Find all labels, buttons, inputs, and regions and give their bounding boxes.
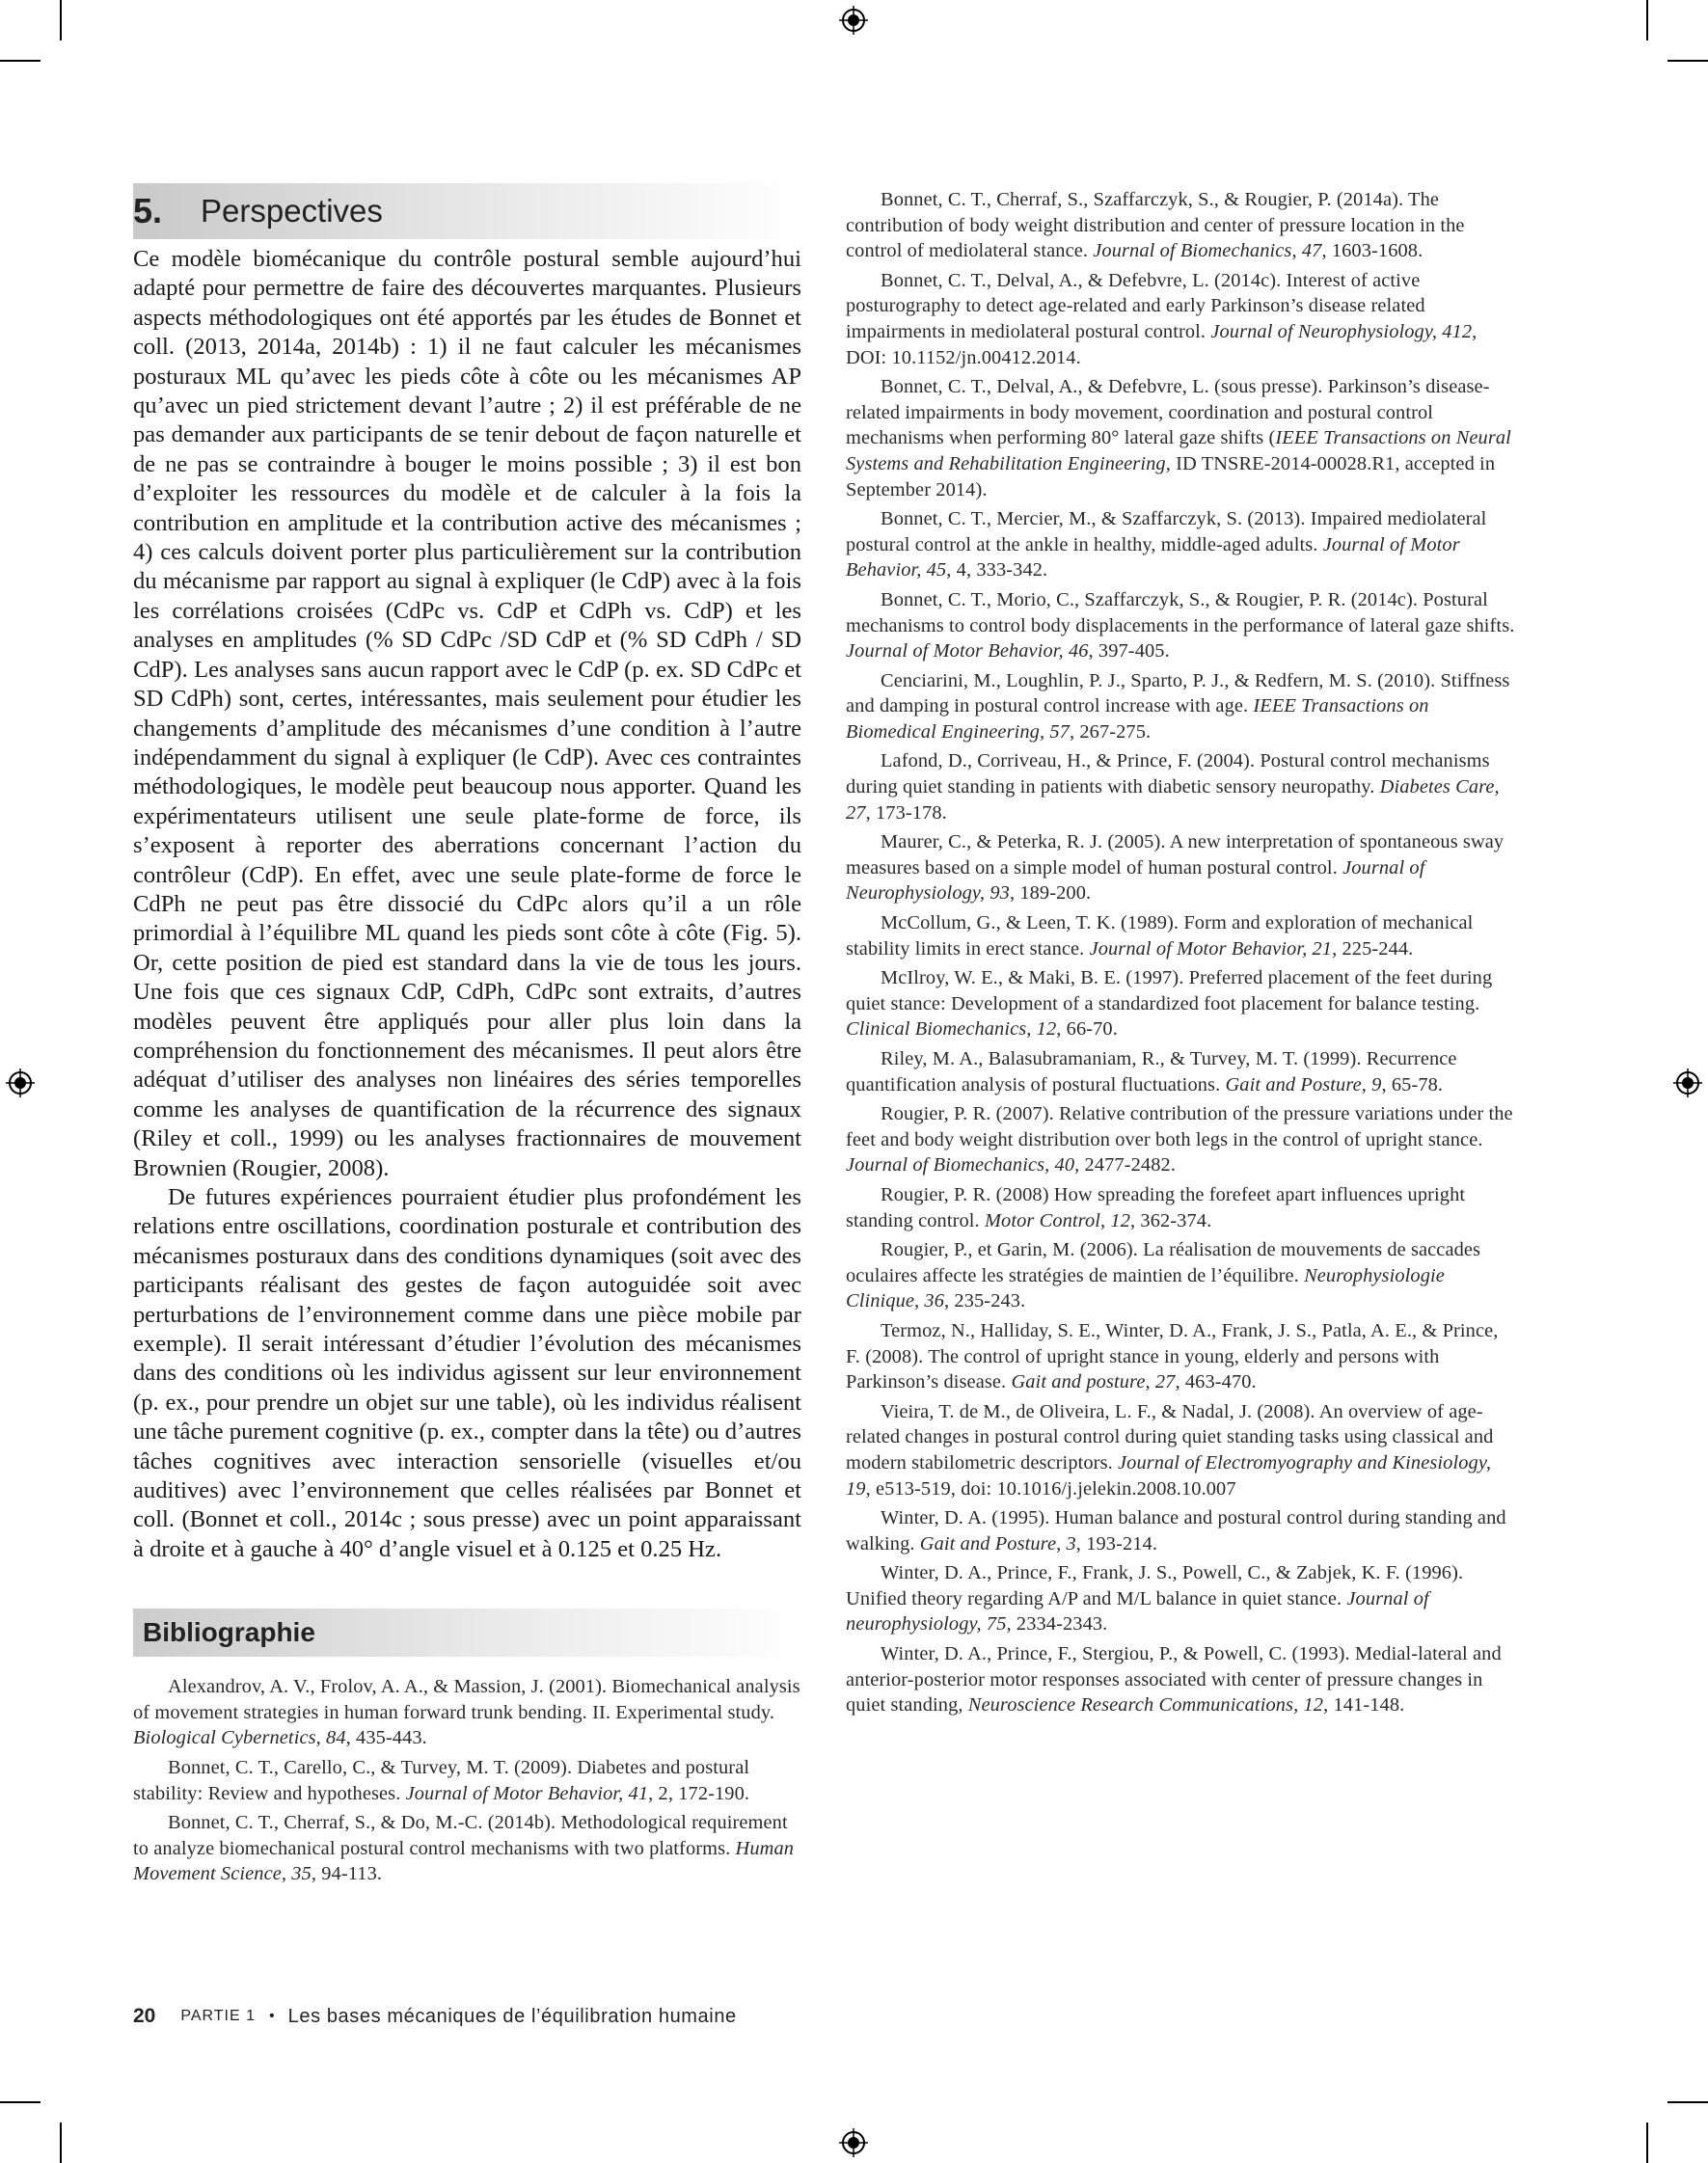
page-number: 20: [133, 2005, 156, 2027]
reference-entry: Winter, D. A., Prince, F., Frank, J. S., Powell, C., & Zabjek, K. F. (1996). Unified theory regarding A/P and M/L balance in quiet stance. Journal of neurophysiology, 75, 2334-2343.: [846, 1562, 1464, 1636]
reference-entry: Vieira, T. de M., de Oliveira, L. F., & Nadal, J. (2008). An overview of age-related changes in postural control during quiet standing tasks using classical and modern stabilometric descriptors. Journal of Electromyography and Kinesiology, 19, e513-519, doi: 10.1016/j.jelekin.2008.10.007: [846, 1400, 1494, 1500]
section-title: Perspectives: [201, 193, 383, 229]
reference-entry: Bonnet, C. T., Morio, C., Szaffarczyk, S., & Rougier, P. R. (2014c). Postural mechanisms to control body displacements in the performance of lateral gaze shifts. Journal of Motor Behavior, 46, 397-405.: [846, 588, 1515, 662]
crop-mark: [1646, 0, 1648, 41]
registration-mark-icon: [6, 1068, 35, 1097]
reference-entry: Riley, M. A., Balasubramaniam, R., & Turvey, M. T. (1999). Recurrence quantification analysis of postural fluctuations. Gait and Posture, 9, 65-78.: [846, 1048, 1457, 1095]
part-label: PARTIE 1: [180, 2008, 257, 2024]
crop-mark: [60, 2122, 62, 2163]
reference-entry: Alexandrov, A. V., Frolov, A. A., & Massion, J. (2001). Biomechanical analysis of movement strategies in human forward trunk bending. II. Experimental study. Biological Cybernetics, 84, 435-443.: [133, 1676, 800, 1749]
bibliography-list-right: [846, 187, 1517, 1722]
bibliography-list-left: [133, 1674, 801, 1887]
reference-entry: Bonnet, C. T., Delval, A., & Defebvre, L. (sous presse). Parkinson’s disease-related impairments in body movement, coordination and postural control mechanisms when performing 80° lateral gaze shifts (IEEE Transactions on Neural Systems and Rehabilitation Engineering, ID TNSRE-2014-00028.R1, accepted in September 2014).: [846, 376, 1511, 500]
section-heading: [133, 183, 801, 239]
bibliography-heading: Bibliographie: [133, 1609, 801, 1657]
left-column: [133, 183, 801, 1891]
section-body: [133, 245, 801, 1564]
body-paragraph: De futures expériences pourraient étudier plus profondément les relations entre oscillations, coordination posturale et contribution des mécanismes posturaux dans des conditions dynamiques (soit avec des participants réalisant des gestes de façon autoguidée soit avec perturbations de l’environnement comme dans une pièce mobile par exemple). Il serait intéressant d’étudier l’évolution des mécanismes dans des conditions où les individus agissent sur leur environnement (p. ex., pour prendre un objet sur une table), où les individus réalisent une tâche purement cognitive (p. ex., compter dans la tête) ou d’autres tâches cognitives avec interaction sensorielle (visuelles et/ou auditives) avec l’environnement que celles réalisées par Bonnet et coll. (Bonnet et coll., 2014c ; sous presse) avec un point apparaissant à droite et à gauche à 40° d’angle visuel et à 0.125 et 0.25 Hz.: [133, 1184, 801, 1562]
reference-entry: Termoz, N., Halliday, S. E., Winter, D. A., Frank, J. S., Patla, A. E., & Prince, F. (2008). The control of upright stance in young, elderly and persons with Parkinson’s disease. Gait and posture, 27, 463-470.: [846, 1319, 1499, 1393]
crop-mark: [0, 2101, 41, 2103]
reference-entry: Winter, D. A. (1995). Human balance and postural control during standing and walking. Gait and Posture, 3, 193-214.: [846, 1507, 1506, 1555]
registration-mark-icon: [1673, 1068, 1702, 1097]
reference-entry: Bonnet, C. T., Delval, A., & Defebvre, L. (2014c). Interest of active posturography to detect age-related and early Parkinson’s disease related impairments in mediolateral postural control. Journal of Neurophysiology, 412, DOI: 10.1152/jn.00412.2014.: [846, 269, 1478, 368]
reference-entry: Bonnet, C. T., Cherraf, S., & Do, M.-C. (2014b). Methodological requirement to analyze biomechanical postural control mechanisms with two platforms. Human Movement Science, 35, 94-113.: [133, 1812, 795, 1885]
reference-entry: Cenciarini, M., Loughlin, P. J., Sparto, P. J., & Redfern, M. S. (2010). Stiffness and damping in postural control increase with age. IEEE Transactions on Biomedical Engineering, 57, 267-275.: [846, 669, 1510, 743]
section-number: 5.: [133, 191, 163, 230]
registration-mark-icon: [839, 2128, 868, 2157]
crop-mark: [60, 0, 62, 41]
reference-entry: Rougier, P. R. (2007). Relative contribution of the pressure variations under the feet and body weight distribution over both legs in the control of upright stance. Journal of Biomechanics, 40, 2477-2482.: [846, 1103, 1513, 1176]
crop-mark: [1667, 2101, 1708, 2103]
footer-bullet: •: [269, 2008, 275, 2024]
crop-mark: [1667, 60, 1708, 62]
reference-entry: Rougier, P. R. (2008) How spreading the forefeet apart influences upright standing control. Motor Control, 12, 362-374.: [846, 1183, 1466, 1231]
crop-mark: [1646, 2122, 1648, 2163]
page-footer: [133, 2002, 737, 2031]
reference-entry: Winter, D. A., Prince, F., Stergiou, P., & Powell, C. (1993). Medial-lateral and anterior-posterior motor responses associated with center of pressure changes in quiet standing, Neuroscience Research Communications, 12, 141-148.: [846, 1643, 1502, 1717]
reference-entry: Lafond, D., Corriveau, H., & Prince, F. (2004). Postural control mechanisms during quiet standing in patients with diabetic sensory neuropathy. Diabetes Care, 27, 173-178.: [846, 750, 1500, 824]
reference-entry: McIlroy, W. E., & Maki, B. E. (1997). Preferred placement of the feet during quiet stance: Development of a standardized foot placement for balance testing. Clinical Biomechanics, 12, 66-70.: [846, 967, 1493, 1041]
running-title: Les bases mécaniques de l’équilibration humaine: [287, 2005, 737, 2027]
reference-entry: McCollum, G., & Leen, T. K. (1989). Form and exploration of mechanical stability limits in erect stance. Journal of Motor Behavior, 21, 225-244.: [846, 912, 1474, 960]
reference-entry: Rougier, P., et Garin, M. (2006). La réalisation de mouvements de saccades oculaires affecte les stratégies de maintien de l’équilibre. Neurophysiologie Clinique, 36, 235-243.: [846, 1239, 1481, 1312]
reference-entry: Bonnet, C. T., Mercier, M., & Szaffarczyk, S. (2013). Impaired mediolateral postural control at the ankle in healthy, middle-aged adults. Journal of Motor Behavior, 45, 4, 333-342.: [846, 508, 1487, 581]
reference-entry: Bonnet, C. T., Cherraf, S., Szaffarczyk, S., & Rougier, P. (2014a). The contribution of body weight distribution and center of pressure location in the control of mediolateral stance. Journal of Biomechanics, 47, 1603-1608.: [846, 189, 1465, 262]
registration-mark-icon: [839, 6, 868, 35]
reference-entry: Bonnet, C. T., Carello, C., & Turvey, M. T. (2009). Diabetes and postural stability: Review and hypotheses. Journal of Motor Behavior, 41, 2, 172-190.: [133, 1757, 750, 1804]
body-paragraph: Ce modèle biomécanique du contrôle postural semble aujourd’hui adapté pour permettre de faire des découvertes marquantes. Plusieurs aspects méthodologiques ont été apportés par les études de Bonnet et coll. (2013, 2014a, 2014b) : 1) il ne faut calculer les mécanismes posturaux ML qu’avec les pieds côte à côte ou les mécanismes AP qu’avec un pied strictement devant l’autre ; 2) il est préférable de ne pas demander aux participants de se tenir debout de façon naturelle et de ne pas se contraindre à bouger le moins possible ; 3) il est bon d’exploiter les ressources du modèle et de calculer à la fois la contribution en amplitude et la contribution active des mécanismes ; 4) ces calculs doivent porter plus particulièrement sur la contribution du mécanisme par rapport au signal à expliquer (le CdP) avec à la fois les corrélations croisées (CdPc vs. CdP et CdPh vs. CdP) et les analyses en amplitudes (% SD CdPc /SD CdP et (% SD CdPh / SD CdP). Les analyses sans aucun rapport avec le CdP (p. ex. SD CdPc et SD CdPh) sont, certes, intéressantes, mais seulement pour étudier les changements d’amplitude des mécanismes d’une condition à l’autre indépendamment du signal à expliquer (le CdP). Avec ces contraintes méthodologiques, le modèle peut beaucoup nous apporter. Quand les expérimentateurs utilisent une seule plate-forme de force, ils s’exposent à reporter des aberrations concernant l’action du contrôleur (CdP). En effet, avec une seule plate-forme de force le CdPh ne peut pas être dissocié du CdPc alors qu’il a un rôle primordial à l’équilibre ML quand les pieds sont côte à côte (Fig. 5). Or, cette position de pied est standard dans la vie de tous les jours. Une fois que ces signaux CdP, CdPh, CdPc sont extraits, d’autres modèles peuvent être appliqués pour aller plus loin dans la compréhension du fonctionnement des mécanismes. Il peut alors être adéquat d’utiliser des analyses non linéaires des séries temporelles comme les analyses de quantification de la récurrence des signaux (Riley et coll., 1999) ou les analyses fractionnaires de mouvement Brownien (Rougier, 2008).: [133, 246, 801, 1181]
reference-entry: Maurer, C., & Peterka, R. J. (2005). A new interpretation of spontaneous sway measures based on a simple model of human postural control. Journal of Neurophysiology, 93, 189-200.: [846, 831, 1505, 905]
crop-mark: [0, 60, 41, 62]
